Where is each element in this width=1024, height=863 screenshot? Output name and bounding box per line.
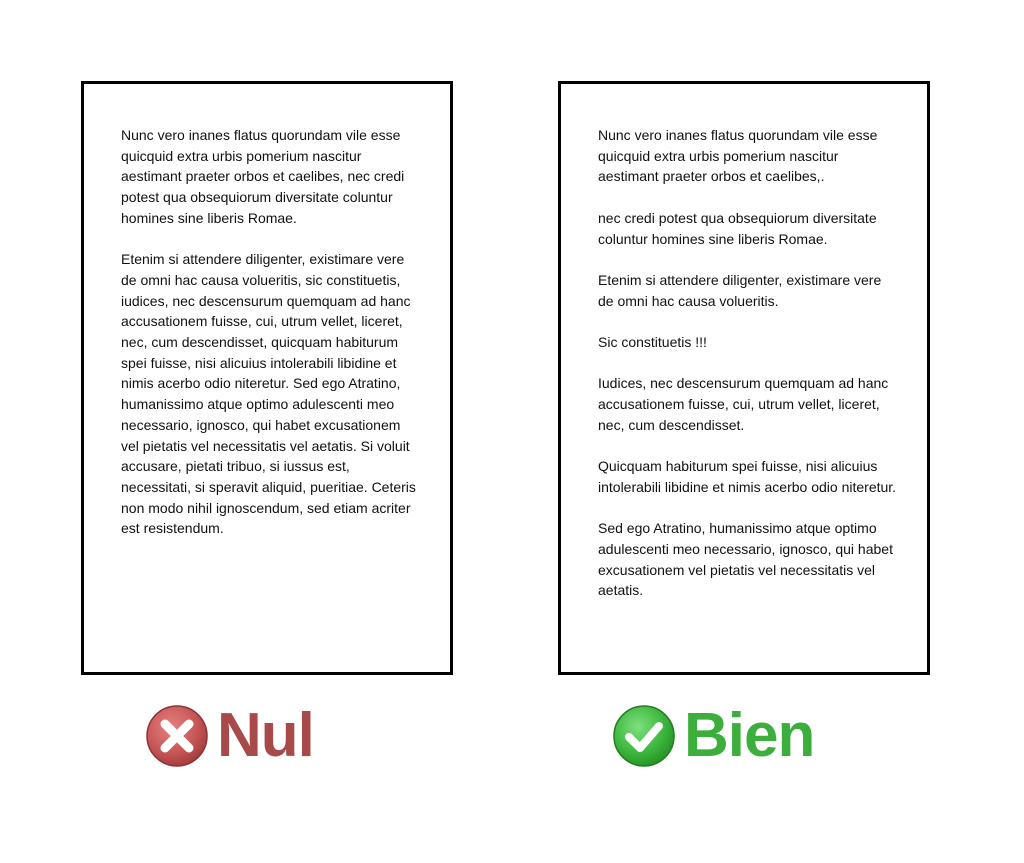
check-circle-icon xyxy=(612,704,676,768)
good-example-text xyxy=(598,125,897,601)
paragraph: Nunc vero inanes flatus quorundam vile esse quicquid extra urbis pomerium nascitur aestimant praeter orbos et caelibes, nec credi potest qua obsequiorum diversitate coluntur homines sine liberis Romae. xyxy=(121,127,405,226)
paragraph: Iudices, nec descensurum quemquam ad hanc accusationem fuisse, cui, utrum vellet, liceret, nec, cum descendisset. xyxy=(598,375,889,433)
paragraph: Etenim si attendere diligenter, existimare vere de omni hac causa volueritis. xyxy=(598,271,882,309)
bad-verdict xyxy=(145,703,314,769)
paragraph: Quicquam habiturum spei fuisse, nisi alicuius intolerabili libidine et nimis acerbo odio niteretur. xyxy=(598,458,897,495)
paragraph: Sic constituetis !!! xyxy=(598,333,707,350)
verdict-label-bad: Nul xyxy=(217,701,314,770)
paragraph: Etenim si attendere diligenter, existimare vere de omni hac causa volueritis, sic constituetis, iudices, nec descensurum quemquam ad hanc accusationem fuisse, cui, utrum vellet, liceret, nec, cum descendisset, quicquam habiturum spei fuisse, nisi alicuius intolerabili libidine et nimis acerbo odio niteretur. Sed ego Atratino, humanissimo atque optimo adulescenti meo necessario, ignosco, qui habet excusationem vel pietatis vel necessitatis vel aetatis. Si voluit accusare, pietati tribuo, si iussus est, necessitati, si speravit aliquid, pueritiae. Ceteris non modo nihil ignoscendum, sed etiam acriter est resistendum. xyxy=(121,251,416,537)
bad-example-text xyxy=(121,125,420,539)
verdict-label-good: Bien xyxy=(684,701,815,770)
good-example-page xyxy=(558,81,930,675)
paragraph: Nunc vero inanes flatus quorundam vile esse quicquid extra urbis pomerium nascitur aestimant praeter orbos et caelibes,. xyxy=(598,127,878,185)
good-verdict xyxy=(612,703,814,769)
cross-circle-icon xyxy=(145,704,209,768)
paragraph: nec credi potest qua obsequiorum diversitate coluntur homines sine liberis Romae. xyxy=(598,209,877,247)
paragraph: Sed ego Atratino, humanissimo atque optimo adulescenti meo necessario, ignosco, qui habet excusationem vel pietatis vel necessitatis vel aetatis. xyxy=(598,520,893,599)
bad-example-page xyxy=(81,81,453,675)
